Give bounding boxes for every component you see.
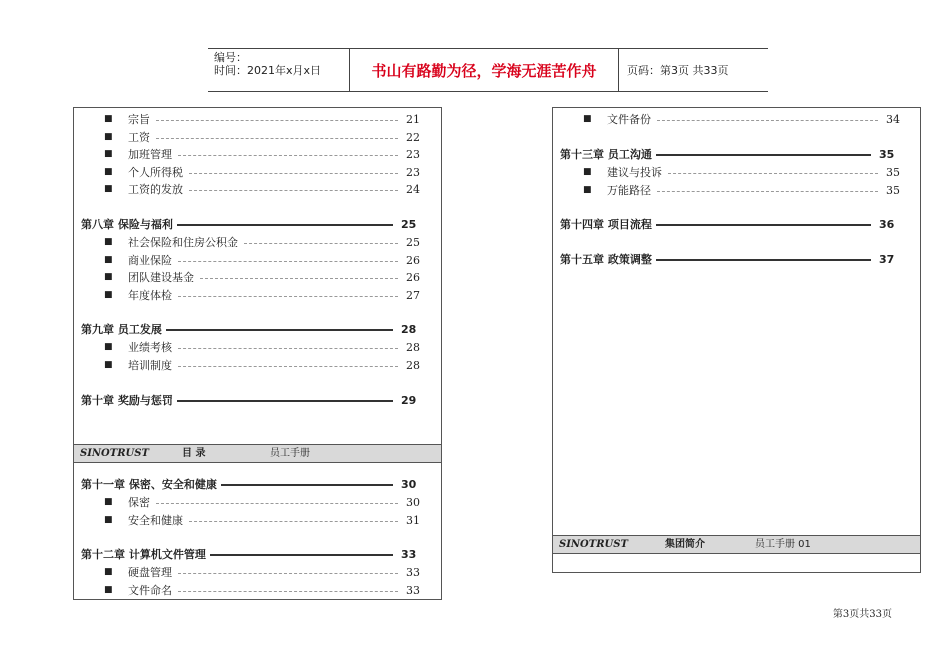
toc-item-label: 加班管理 [128,148,172,161]
toc-item-page: 27 [406,288,420,302]
chapter-heading[interactable] [553,251,920,268]
chapter-page: 29 [401,394,417,407]
chapter-leader [656,259,871,261]
bullet-icon: ■ [104,272,113,282]
toc-item-page: 33 [406,583,420,597]
bullet-icon: ■ [104,254,113,265]
bullet-icon: ■ [583,114,592,124]
bullet-icon: ■ [104,184,113,194]
toc-item-label: 万能路径 [607,183,651,197]
bullet-icon: ■ [104,131,113,142]
chapter-leader [221,484,393,486]
chapter-title: 第十四章 项目流程 [560,218,652,231]
chapter-leader [656,224,871,226]
toc-item[interactable] [553,164,920,181]
chapter-page: 37 [879,253,895,266]
serial-number: 编号： [214,51,247,64]
chapter-title: 第十一章 保密、安全和健康 [81,478,217,491]
toc-item-page: 31 [406,513,420,527]
toc-item-label: 安全和健康 [128,513,183,527]
dot-leader [189,190,398,191]
dot-leader [156,503,398,504]
toc-item[interactable] [74,494,441,511]
bullet-icon: ■ [104,514,113,525]
toc-item-label: 硬盘管理 [128,566,172,579]
toc-item-label: 文件命名 [128,583,172,597]
bullet-icon: ■ [104,359,113,370]
footer-bar [74,444,441,463]
toc-item[interactable] [74,252,441,269]
chapter-title: 第十二章 计算机文件管理 [81,548,206,561]
chapter-page: 36 [879,218,895,231]
bar-subtitle: 员工手册 [270,448,310,459]
chapter-title: 第十章 奖励与惩罚 [81,394,173,407]
toc-item-page: 21 [406,113,420,126]
toc-item[interactable] [74,181,441,198]
toc-item-page: 26 [406,253,420,267]
chapter-leader [177,400,393,402]
toc-item-label: 业绩考核 [128,341,172,354]
toc-item[interactable] [74,146,441,163]
dot-leader [668,173,878,174]
toc-item-page: 28 [406,341,420,354]
toc-item-label: 建议与投诉 [607,166,662,179]
toc-item-label: 年度体检 [128,288,172,302]
bullet-icon: ■ [583,184,592,195]
toc-item-page: 35 [886,166,900,179]
page-header [208,48,768,92]
dot-leader [657,120,878,121]
bullet-icon: ■ [104,237,113,247]
chapter-page: 35 [879,148,895,161]
bullet-icon: ■ [104,567,113,577]
dot-leader [178,261,398,262]
dot-leader [178,155,398,156]
toc-item-page: 35 [886,183,900,197]
header-meta [208,49,350,91]
bullet-icon: ■ [104,497,113,507]
toc-item-label: 宗旨 [128,113,150,126]
toc-item-label: 工资 [128,130,150,144]
chapter-heading[interactable] [553,216,920,233]
chapter-leader [656,154,871,156]
chapter-heading[interactable] [74,216,441,233]
chapter-title: 第八章 保险与福利 [81,218,173,231]
chapter-title: 第十三章 员工沟通 [560,148,652,161]
toc-item[interactable] [74,339,441,356]
chapter-title: 第九章 员工发展 [81,323,162,336]
bullet-icon: ■ [104,342,113,352]
dot-leader [244,243,398,244]
chapter-leader [177,224,393,226]
toc-item-label: 个人所得税 [128,165,183,179]
dot-leader [657,191,878,192]
toc-item[interactable] [74,357,441,374]
toc-item-page: 26 [406,271,420,284]
toc-item[interactable] [74,111,441,128]
toc-item[interactable] [74,564,441,581]
bullet-icon: ■ [583,167,592,177]
dot-leader [178,366,398,367]
toc-item-label: 团队建设基金 [128,271,194,284]
brand-name: SINOTRUST [559,539,628,550]
toc-item-label: 工资的发放 [128,183,183,196]
toc-item[interactable] [74,129,441,146]
dot-leader [156,138,398,139]
bullet-icon: ■ [104,114,113,124]
dot-leader [178,573,398,574]
dot-leader [189,173,398,174]
page-footer: 第3页共33页 [832,609,892,620]
toc-item[interactable] [74,234,441,251]
toc-item-page: 24 [406,183,420,196]
toc-item-page: 23 [406,165,420,179]
left-toc-panel [73,107,442,600]
toc-item-label: 社会保险和住房公积金 [128,236,238,249]
toc-item[interactable] [553,111,920,128]
toc-item-label: 保密 [128,496,150,509]
chapter-heading[interactable] [553,146,920,163]
header-time: 时间：2021年x月x日 [214,64,322,77]
bar-title: 集团简介 [665,539,705,550]
toc-item-label: 培训制度 [128,358,172,372]
toc-item-label: 文件备份 [607,113,651,126]
bullet-icon: ■ [104,289,113,300]
header-page: 页码：第3页 共33页 [627,64,729,77]
chapter-title: 第十五章 政策调整 [560,253,652,266]
toc-item-page: 25 [406,236,420,249]
toc-item[interactable] [74,582,441,599]
chapter-heading[interactable] [74,321,441,338]
chapter-page: 30 [401,478,417,491]
toc-item[interactable] [74,512,441,529]
dot-leader [156,120,398,121]
toc-item[interactable] [553,182,920,199]
bullet-icon: ■ [104,584,113,595]
toc-item-label: 商业保险 [128,253,172,267]
dot-leader [178,591,398,592]
toc-item[interactable] [74,287,441,304]
toc-item[interactable] [74,269,441,286]
toc-item-page: 28 [406,358,420,372]
chapter-page: 28 [401,323,417,336]
toc-item-page: 33 [406,566,420,579]
chapter-heading[interactable] [74,476,441,493]
bullet-icon: ■ [104,166,113,177]
chapter-leader [166,329,393,331]
chapter-page: 33 [401,548,417,561]
dot-leader [200,278,398,279]
dot-leader [189,521,398,522]
toc-item-page: 22 [406,130,420,144]
dot-leader [178,296,398,297]
chapter-heading[interactable] [74,546,441,563]
dot-leader [178,348,398,349]
chapter-page: 25 [401,218,417,231]
toc-item-page: 34 [886,113,900,126]
footer-bar [553,535,920,554]
chapter-heading[interactable] [74,392,441,409]
chapter-leader [210,554,393,556]
toc-item-page: 23 [406,148,420,161]
bar-title: 目 录 [182,448,206,459]
header-motto: 书山有路勤为径，学海无涯苦作舟 [350,49,619,91]
toc-item-page: 30 [406,496,420,509]
right-toc-panel [552,107,921,573]
toc-item[interactable] [74,164,441,181]
bullet-icon: ■ [104,149,113,159]
bar-subtitle: 员工手册 01 [755,539,811,550]
brand-name: SINOTRUST [80,448,149,459]
